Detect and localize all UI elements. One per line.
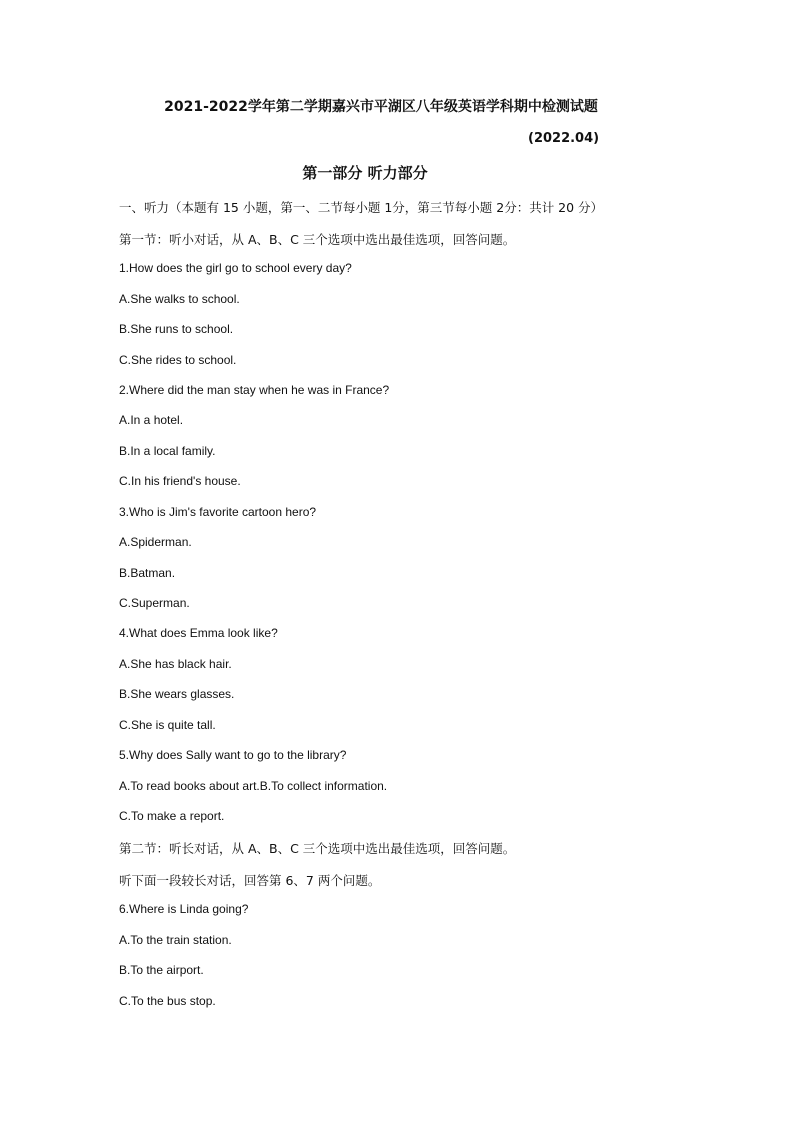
option-6a: A.To the train station.: [119, 933, 232, 947]
option-4a: A.She has black hair.: [119, 657, 232, 671]
option-3a: A.Spiderman.: [119, 535, 192, 549]
option-3b: B.Batman.: [119, 566, 176, 580]
question-2: 2.Where did the man stay when he was in France?: [119, 383, 390, 397]
question-6: 6.Where is Linda going?: [119, 902, 249, 916]
question-5: 5.Why does Sally want to go to the library?: [119, 748, 347, 762]
option-2c: C.In his friend's house.: [119, 474, 241, 488]
part-heading-text: 第一部分 听力部分: [302, 164, 428, 182]
part-heading: [0, 162, 794, 183]
question-4: 4.What does Emma look like?: [119, 626, 278, 640]
section-2-heading: 第二节：听长对话，从 A、B、C 三个选项中选出最佳选项，回答问题。: [119, 841, 516, 856]
option-4c: C.She is quite tall.: [119, 718, 216, 732]
option-1b: B.She runs to school.: [119, 322, 234, 336]
exam-title-text: 2021-2022学年第二学期嘉兴市平湖区八年级英语学科期中检测试题: [164, 99, 598, 115]
option-2a: A.In a hotel.: [119, 413, 184, 427]
exam-date: (2022.04): [528, 131, 600, 146]
option-6c: C.To the bus stop.: [119, 994, 216, 1008]
section-instructions: 一、听力（本题有 15 小题，第一、二节每小题 1分，第三节每小题 2分：共计 20 分）: [119, 200, 604, 215]
question-3: 3.Who is Jim's favorite cartoon hero?: [119, 505, 317, 519]
option-6b: B.To the airport.: [119, 963, 204, 977]
question-1: 1.How does the girl go to school every day?: [119, 261, 352, 275]
option-4b: B.She wears glasses.: [119, 687, 235, 701]
option-5ab: A.To read books about art.B.To collect information.: [119, 779, 388, 793]
option-1a: A.She walks to school.: [119, 292, 240, 306]
option-3c: C.Superman.: [119, 596, 190, 610]
dialogue-instructions: 听下面一段较长对话，回答第 6、7 两个问题。: [119, 873, 381, 888]
exam-title: [0, 96, 794, 116]
option-5c: C.To make a report.: [119, 809, 225, 823]
option-1c: C.She rides to school.: [119, 353, 237, 367]
option-2b: B.In a local family.: [119, 444, 216, 458]
section-1-heading: 第一节：听小对话，从 A、B、C 三个选项中选出最佳选项，回答问题。: [119, 232, 516, 247]
